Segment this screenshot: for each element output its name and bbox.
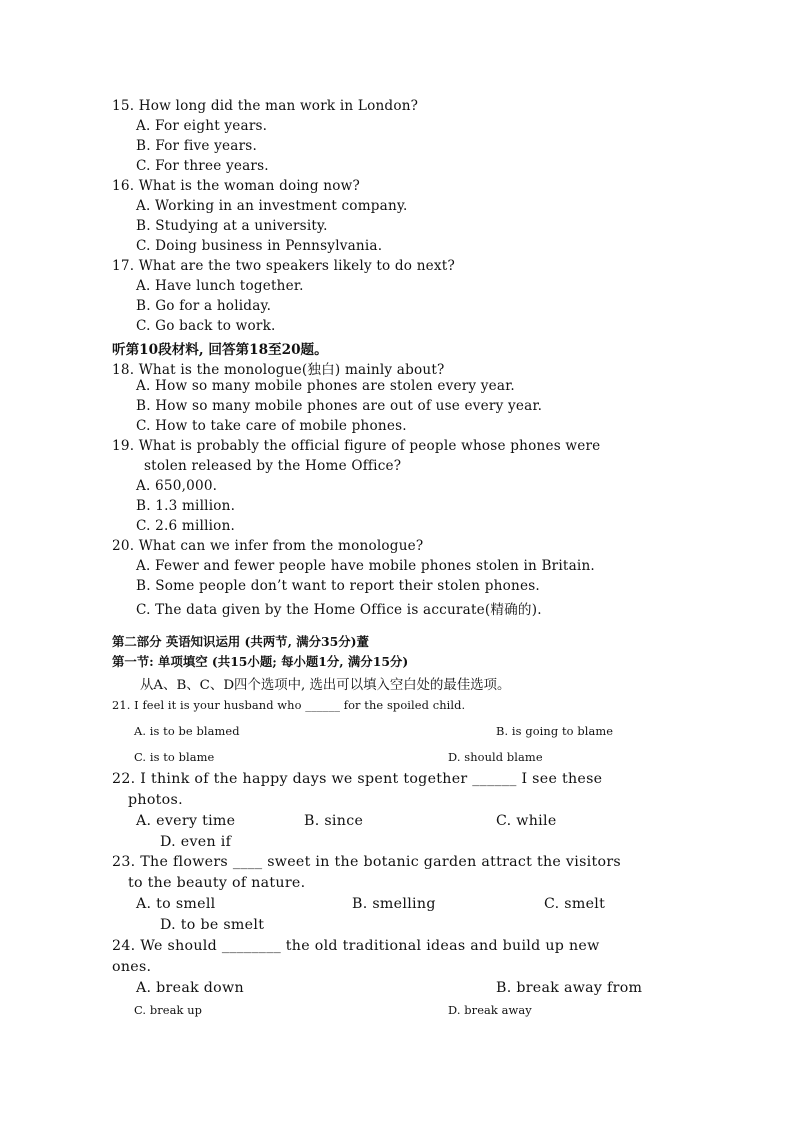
- question-22-option-d: D. even if: [160, 834, 232, 850]
- section-1-heading: 第一节: 单项填空 (共15小题; 每小题1分, 满分15分): [112, 654, 409, 669]
- question-20-option-a: A. Fewer and fewer people have mobile phones stolen in Britain.: [136, 558, 595, 574]
- question-24-stem-line-1: 24. We should ________ the old traditional ideas and build up new: [112, 938, 600, 954]
- question-15-option-c: C. For three years.: [136, 158, 269, 174]
- question-17-option-c: C. Go back to work.: [136, 318, 276, 334]
- question-22-option-b: B. since: [304, 813, 364, 829]
- question-21-option-d: D. should blame: [448, 750, 543, 764]
- question-21-option-a: A. is to be blamed: [134, 724, 240, 738]
- question-19-option-a: A. 650,000.: [136, 478, 218, 494]
- question-24-stem-line-2: ones.: [112, 959, 152, 975]
- question-23-option-a: A. to smell: [136, 896, 216, 912]
- question-24-option-b: B. break away from: [496, 980, 643, 996]
- question-24-option-a: A. break down: [136, 980, 244, 996]
- question-19-option-b: B. 1.3 million.: [136, 498, 236, 514]
- question-19-stem-line-1: 19. What is probably the official figure of people whose phones were: [112, 438, 601, 454]
- question-16-option-a: A. Working in an investment company.: [136, 198, 408, 214]
- question-16-stem: 16. What is the woman doing now?: [112, 178, 360, 194]
- question-23-option-d: D. to be smelt: [160, 917, 265, 933]
- question-19-stem-line-2: stolen released by the Home Office?: [144, 458, 402, 474]
- question-20-stem: 20. What can we infer from the monologue?: [112, 538, 424, 554]
- question-15-option-a: A. For eight years.: [136, 118, 268, 134]
- question-23-option-b: B. smelling: [352, 896, 436, 912]
- question-16-option-c: C. Doing business in Pennsylvania.: [136, 238, 383, 254]
- question-23-stem-line-2: to the beauty of nature.: [128, 875, 306, 891]
- question-23-stem-line-1: 23. The flowers ____ sweet in the botanic garden attract the visitors: [112, 854, 622, 870]
- question-18-option-b: B. How so many mobile phones are out of use every year.: [136, 398, 543, 414]
- question-20-option-c: C. The data given by the Home Office is accurate(精确的).: [136, 602, 542, 618]
- question-15-option-b: B. For five years.: [136, 138, 257, 154]
- question-20-option-b: B. Some people don’t want to report their stolen phones.: [136, 578, 540, 594]
- question-24-option-d: D. break away: [448, 1003, 532, 1017]
- question-18-option-c: C. How to take care of mobile phones.: [136, 418, 407, 434]
- question-22-stem-line-1: 22. I think of the happy days we spent together ______ I see these: [112, 771, 603, 787]
- question-22-option-a: A. every time: [136, 813, 236, 829]
- section-1-instruction: 从A、B、C、D四个选项中, 选出可以填入空白处的最佳选项。: [140, 678, 511, 693]
- question-18-stem: 18. What is the monologue(独白) mainly about?: [112, 362, 445, 378]
- question-21-option-c: C. is to blame: [134, 750, 215, 764]
- question-21-option-b: B. is going to blame: [496, 724, 614, 738]
- listening-section-10-heading: 听第10段材料, 回答第18至20题。: [112, 342, 328, 358]
- part-2-heading: 第二部分 英语知识运用 (共两节, 满分35分)蕫: [112, 634, 369, 649]
- question-22-option-c: C. while: [496, 813, 557, 829]
- question-19-option-c: C. 2.6 million.: [136, 518, 236, 534]
- question-18-option-a: A. How so many mobile phones are stolen every year.: [136, 378, 515, 394]
- question-17-option-b: B. Go for a holiday.: [136, 298, 272, 314]
- question-15-stem: 15. How long did the man work in London?: [112, 98, 419, 114]
- question-23-option-c: C. smelt: [544, 896, 606, 912]
- question-17-stem: 17. What are the two speakers likely to do next?: [112, 258, 455, 274]
- question-21-stem: 21. I feel it is your husband who ______ for the spoiled child.: [112, 698, 466, 712]
- question-24-option-c: C. break up: [134, 1003, 203, 1017]
- question-16-option-b: B. Studying at a university.: [136, 218, 328, 234]
- question-22-stem-line-2: photos.: [128, 792, 183, 808]
- question-17-option-a: A. Have lunch together.: [136, 278, 304, 294]
